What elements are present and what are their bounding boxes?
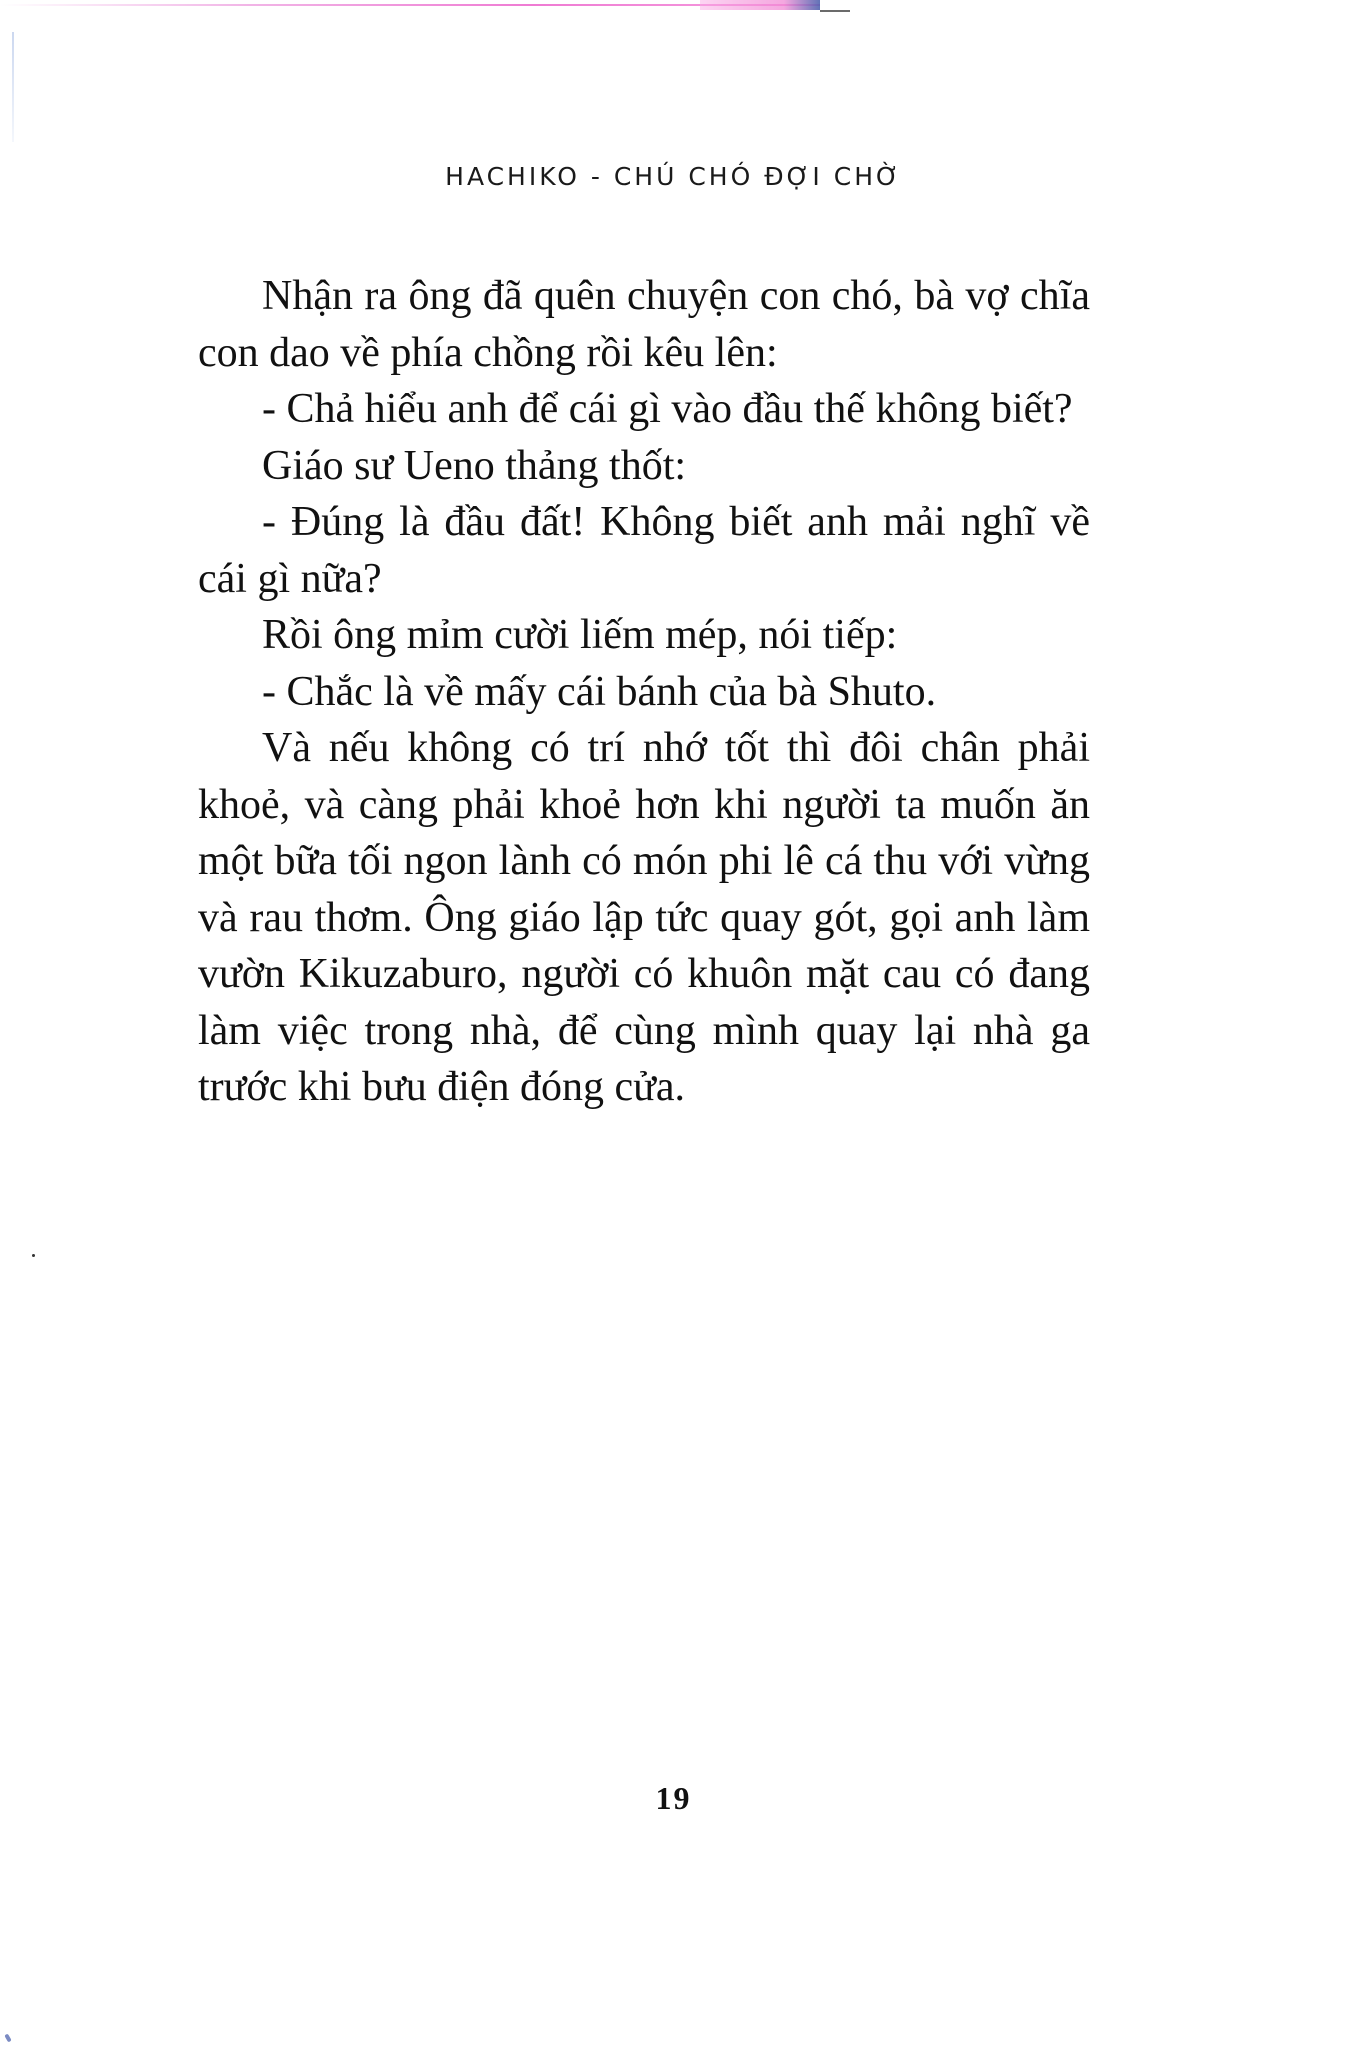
- scan-artifact-left-edge: [12, 32, 14, 142]
- paragraph: Rồi ông mỉm cười liếm mép, nói tiếp:: [262, 612, 898, 658]
- scan-artifact-top-mark: [700, 0, 820, 10]
- paragraph: - Chả hiểu anh để cái gì vào đầu thế không biết?: [262, 386, 1073, 432]
- scan-artifact-dot: [32, 1254, 35, 1257]
- paragraph: Và nếu không có trí nhớ tốt thì đôi chân phải khoẻ, và càng phải khoẻ hơn khi người ta muốn ăn một bữa tối ngon lành có món phi lê cá thu với vừng và rau thơm. Ông giáo lập tức quay gót, gọi anh làm vườn Kikuzaburo, người có khuôn mặt cau có đang làm việc trong nhà, để cùng mình quay lại nhà ga trước khi bưu điện đóng cửa.: [198, 725, 1090, 1110]
- paragraph: - Đúng là đầu đất! Không biết anh mải nghĩ về cái gì nữa?: [198, 499, 1090, 602]
- running-header: HACHIKO - CHÚ CHÓ ĐỢI CHỜ: [445, 162, 902, 191]
- page-number: 19: [655, 1780, 692, 1816]
- paragraph: Giáo sư Ueno thảng thốt:: [262, 442, 687, 489]
- paragraph: - Chắc là về mấy cái bánh của bà Shuto.: [262, 668, 937, 715]
- paragraph: Nhận ra ông đã quên chuyện con chó, bà vợ chĩa con dao về phía chồng rồi kêu lên:: [198, 273, 1090, 376]
- body-text: [198, 268, 1090, 1116]
- scan-artifact-top-tail: [820, 10, 850, 12]
- scan-artifact-top-line: [0, 4, 820, 6]
- scan-artifact-bottom-mark: [4, 2034, 11, 2043]
